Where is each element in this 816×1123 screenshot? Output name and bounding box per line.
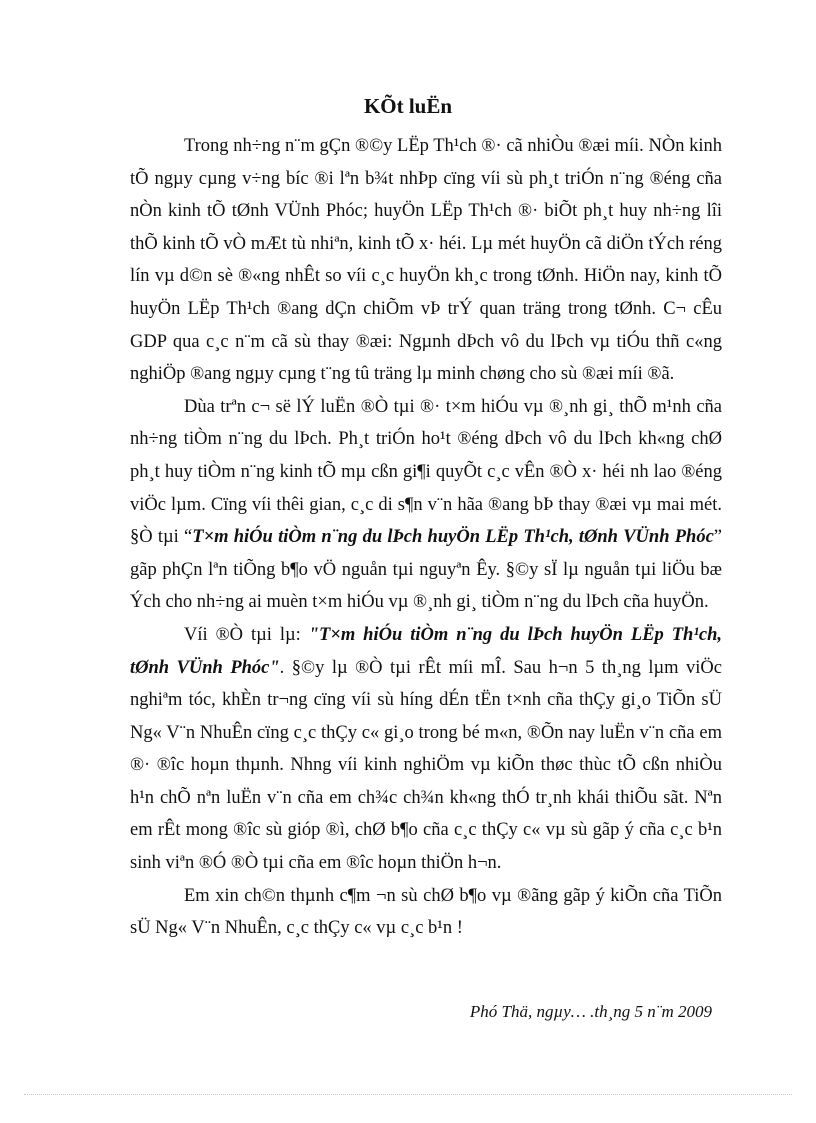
- thesis-title-quoted: "T×m hiÓu tiÒm n¨ng du lÞch huyÖn LËp Th¹ch, tØnh VÜnh Phóc": [130, 624, 722, 678]
- paragraph-intro: Trong nh÷ng n¨m gÇn ®©y LËp Th¹ch ®· cã nhiÒu ®æi míi. NÒn kinh tÕ ngµy cµng v÷ng bíc ®i lªn b¾t nhÞp cïng víi sù ph¸t triÓn n¨ng ®éng cña nÒn kinh tÕ tØnh VÜnh Phóc; huyÖn LËp Th¹ch ®· biÕt ph¸t huy nh÷ng lîi thÕ kinh tÕ vÒ mÆt tù nhiªn, kinh tÕ x· héi. Lµ mét huyÖn cã diÖn tÝch réng lín vµ d©n sè ®«ng nhÊt so víi c¸c huyÖn kh¸c trong tØnh. HiÖn nay, kinh tÕ huyÖn LËp Th¹ch ®ang dÇn chiÕm vÞ trÝ quan träng trong tØnh. C¬ cÊu GDP qua c¸c n¨m cã sù thay ®æi: Ngµnh dÞch vô du lÞch vµ tiÓu thñ c«ng nghiÖp ®ang ngµy cµng t¨ng tû träng lµ minh chøng cho sù ®æi míi ®ã.: [130, 136, 722, 385]
- paragraph-thesis-text-a: Víi ®Ò tµi lµ:: [184, 624, 309, 645]
- page-title: KÕt luËn: [363, 94, 453, 118]
- paragraph-research-text-b: ” gãp phÇn lªn tiÕng b¶o vÖ nguån tµi nguyªn Êy. §©y sÏ lµ nguån tµi liÖu bæ Ých cho nh÷ng ai muèn t×m hiÓu vµ ®¸nh gi¸ tiÒm n¨ng du lÞch cña huyÖn.: [130, 527, 722, 613]
- signature-line: Phó Thä, ngµy… .th¸ng 5 n¨m 2009: [469, 1002, 712, 1021]
- footer-divider: [24, 1094, 792, 1095]
- document-body: [130, 130, 722, 945]
- paragraph-research: [130, 391, 722, 619]
- paragraph-thesis: [130, 619, 722, 880]
- paragraph-thanks: Em xin ch©n thµnh c¶m ¬n sù chØ b¶o vµ ®ãng gãp ý kiÕn cña TiÕn sÜ Ng« V¨n NhuÊn, c¸c thÇy c« vµ c¸c b¹n !: [130, 885, 722, 939]
- thesis-title-ref: T×m hiÓu tiÒm n¨ng du lÞch huyÖn LËp Th¹ch, tØnh VÜnh Phóc: [192, 527, 714, 548]
- paragraph-research-text-a: Dùa trªn c¬ së lÝ luËn ®Ò tµi ®· t×m hiÓu vµ ®¸nh gi¸ thÕ m¹nh cña nh÷ng tiÒm n¨ng du lÞch. Ph¸t triÓn ho¹t ®éng dÞch vô du lÞch kh«ng chØ ph¸t huy tiÒm n¨ng kinh tÕ mµ cßn gi¶i quyÕt c¸c vÊn ®Ò x· héi nh lao ®éng viÖc lµm. Cïng víi thêi gian, c¸c di s¶n v¨n hãa ®ang bÞ thay ®æi vµ mai mét. §Ò tµi “: [130, 396, 722, 548]
- paragraph-thesis-text-b: . §©y lµ ®Ò tµi rÊt míi mÎ. Sau h¬n 5 th¸ng lµm viÖc nghiªm tóc, khÈn tr¬ng cïng víi sù híng dÉn tËn t×nh cña thÇy gi¸o TiÕn sÜ Ng« V¨n NhuÊn cïng c¸c thÇy c« gi¸o trong bé m«n, ®Õn nay luËn v¨n cña em ®· ®îc hoµn thµnh. Nhng víi kinh nghiÖm vµ kiÕn thøc thùc tÕ cßn nhiÒu h¹n chÕ nªn luËn v¨n cña em ch¾c ch¾n kh«ng thÓ tr¸nh khái thiÕu sãt. Nªn em rÊt mong ®îc sù gióp ®ì, chØ b¶o cña c¸c thÇy c« vµ sù gãp ý cña c¸c b¹n sinh viªn ®Ó ®Ò tµi cña em ®îc hoµn thiÖn h¬n.: [130, 657, 722, 874]
